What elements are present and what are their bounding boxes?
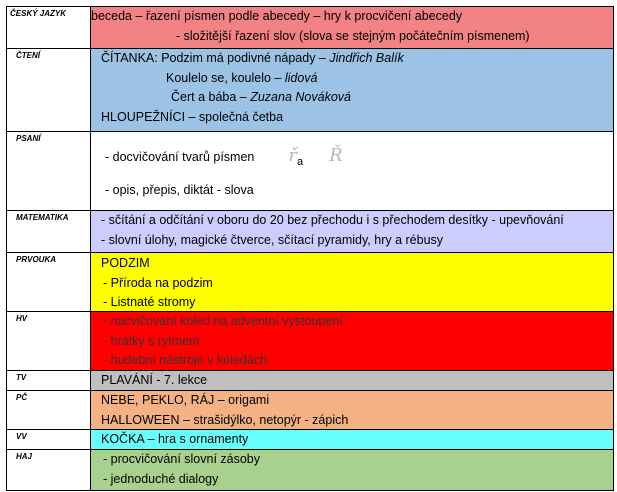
subject-content-pc	[91, 391, 614, 430]
subject-label-hv: HV	[7, 312, 91, 371]
content-line	[91, 274, 613, 294]
content-line	[91, 312, 613, 332]
line-text: - složitější řazení slov (slova se stejným počátečním písmenem)	[176, 28, 530, 43]
line-text: NEBE, PEKLO, RÁJ – origami	[101, 393, 270, 407]
subject-content-vv	[91, 430, 614, 450]
subject-label-tv: TV	[7, 371, 91, 391]
subject-content-haj	[91, 450, 614, 491]
subject-label-vv: VV	[7, 430, 91, 450]
line-text: - opis, přepis, diktát - slova	[105, 182, 254, 197]
content-line	[91, 254, 613, 274]
subject-content-cteni	[91, 49, 614, 132]
content-line	[91, 88, 613, 108]
line-italic-text: Zuzana Nováková	[250, 90, 351, 104]
content-line	[91, 293, 613, 312]
line-text: - Příroda na podzim	[103, 275, 213, 290]
subject-content-matematika	[91, 211, 614, 253]
handwriting-samples	[288, 145, 343, 168]
line-text: - Listnaté stromy	[103, 295, 196, 309]
handwriting-letter: ř	[288, 145, 297, 166]
content-line	[91, 391, 613, 411]
content-line	[91, 69, 613, 89]
subject-label-prvouka: PRVOUKA	[7, 253, 91, 312]
subject-label-cteni: ČTENÍ	[7, 49, 91, 132]
handwriting-letter: Ř	[329, 145, 343, 166]
line-text: HALLOWEEN – strašidýlko, netopýr - zápich	[101, 412, 349, 427]
content-line	[91, 371, 613, 391]
spacer	[91, 169, 613, 181]
line-text: PLAVÁNÍ - 7. lekce	[101, 373, 208, 387]
line-text: - docvičování tvarů písmen	[105, 150, 255, 164]
subject-label-matematika: MATEMATIKA	[7, 211, 91, 253]
subject-label-haj: HAJ	[7, 450, 91, 491]
line-text: Koulelo se, koulelo –	[166, 70, 285, 85]
content-line	[91, 430, 613, 450]
schedule-table	[6, 6, 614, 491]
content-line	[91, 146, 613, 169]
subject-label-psani: PSANÍ	[7, 132, 91, 211]
subject-content-prvouka	[91, 253, 614, 312]
content-line	[91, 211, 613, 231]
line-text: - slovní úlohy, magické čtverce, sčítací pyramidy, hry a rébusy	[101, 232, 444, 247]
subject-content-tv	[91, 371, 614, 391]
content-line	[91, 231, 613, 251]
line-text: - hudební nástroje v koledách	[103, 353, 267, 367]
subject-content-hv	[91, 312, 614, 371]
content-line	[91, 332, 613, 352]
line-italic-text: Jindřich Balík	[329, 51, 404, 65]
line-text: - nacvičování koled na adventní vystoupení	[103, 314, 343, 328]
handwriting-letter: a	[296, 156, 304, 168]
content-line	[91, 411, 613, 431]
subject-content-cesky-jazyk	[91, 7, 614, 49]
content-line	[91, 108, 613, 128]
content-line	[91, 49, 613, 69]
content-line	[91, 7, 613, 27]
line-text: Čert a bába –	[171, 90, 251, 104]
subject-label-cesky-jazyk: ČESKÝ JAZYK	[7, 7, 91, 49]
subject-label-pc: PČ	[7, 391, 91, 430]
content-line	[91, 351, 613, 371]
content-line	[91, 470, 613, 490]
line-text: ČÍTANKA: Podzim má podivné nápady –	[101, 51, 330, 65]
subject-content-psani	[91, 132, 614, 211]
line-text: HLOUPEŽNÍCI – společná četba	[101, 109, 284, 124]
content-line	[91, 181, 613, 201]
line-text: - jednoduché dialogy	[103, 471, 219, 486]
line-text: beceda – řazení písmen podle abecedy – hry k procvičení abecedy	[91, 9, 463, 23]
line-text: - sčítání a odčítání v oboru do 20 bez přechodu i s přechodem desítky - upevňování	[101, 213, 564, 227]
content-line	[91, 27, 613, 47]
line-text: KOČKA – hra s ornamenty	[101, 432, 249, 446]
line-text: - procvičování slovní zásoby	[103, 452, 261, 466]
line-text: PODZIM	[101, 256, 150, 270]
line-text: - hrátky s rytmem	[103, 333, 200, 348]
line-italic-text: lidová	[284, 70, 318, 85]
content-line	[91, 450, 613, 470]
